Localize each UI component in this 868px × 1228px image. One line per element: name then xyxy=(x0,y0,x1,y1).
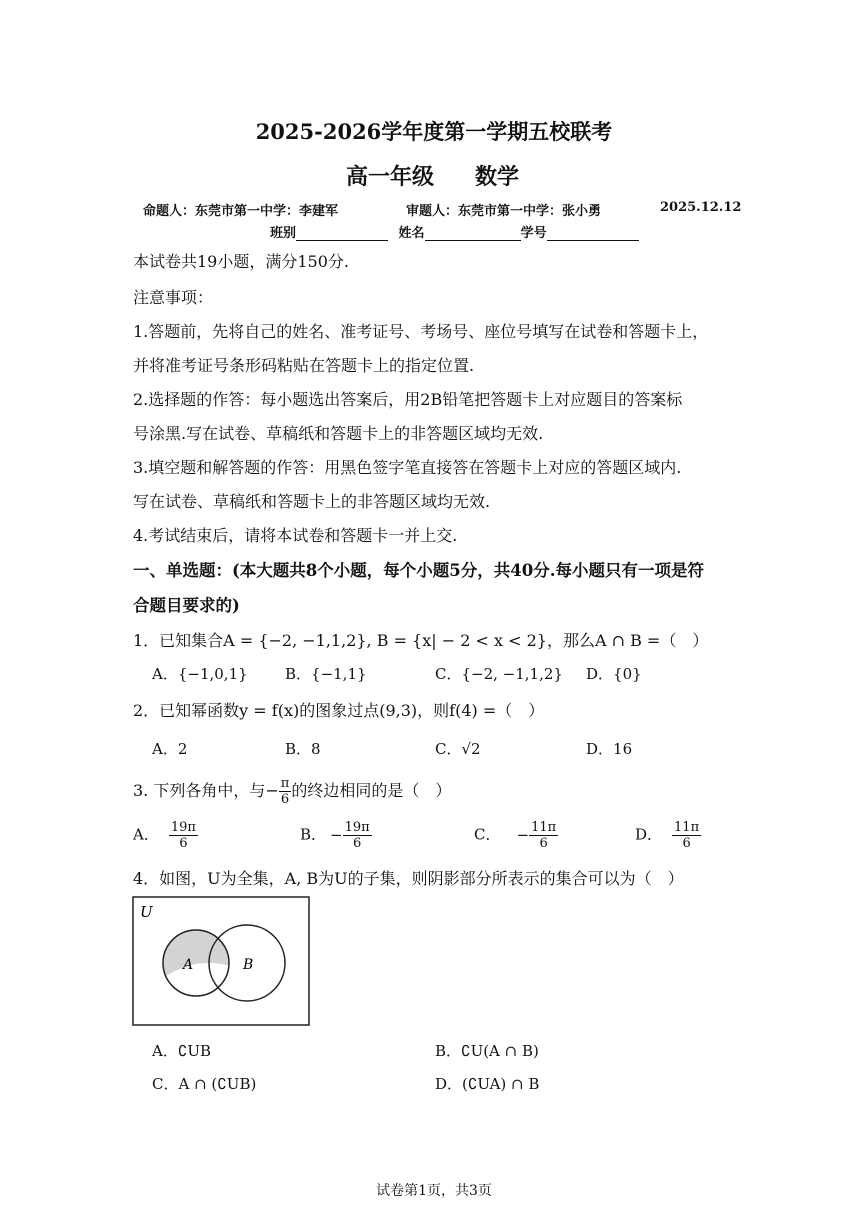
set-a-label: A xyxy=(183,957,194,973)
fraction-denominator: 6 xyxy=(539,836,548,851)
option-fraction xyxy=(529,820,558,851)
question-3-option-b xyxy=(300,820,372,851)
name-label: 姓名 xyxy=(398,226,425,241)
fraction-denominator: 6 xyxy=(353,836,362,851)
question-3-option-d xyxy=(635,820,701,851)
question-4-option-a: A．∁UB xyxy=(152,1042,212,1060)
question-4-stem: 4．如图，U为全集，A, B为U的子集，则阴影部分所表示的集合可以为（ ） xyxy=(133,869,684,888)
name-blank xyxy=(425,226,521,241)
section-1-heading-line-2: 合题目要求的) xyxy=(133,596,240,615)
question-1-stem: 1．已知集合A = {−2, −1,1,2}, B = {x| − 2 < x < 2}，那么A ∩ B =（ ） xyxy=(133,631,709,650)
note-3-line-2: 写在试卷、草稿纸和答题卡上的非答题区域均无效. xyxy=(133,492,491,511)
question-2-option-d: D．16 xyxy=(586,740,633,758)
fraction-denominator: 6 xyxy=(179,836,188,851)
question-2-option-c: C．√2 xyxy=(435,740,481,758)
option-sign: − xyxy=(516,825,530,844)
question-4-option-b: B．∁U(A ∩ B) xyxy=(435,1042,539,1060)
question-1-option-a: A．{−1,0,1} xyxy=(152,665,248,683)
section-1-heading-line-1: 一、单选题：(本大题共8个小题，每个小题5分，共40分.每小题只有一项是符 xyxy=(133,561,704,580)
option-fraction xyxy=(169,820,198,851)
fraction-numerator: 11π xyxy=(674,820,700,835)
question-1-option-d: D．{0} xyxy=(586,665,642,683)
option-fraction xyxy=(672,820,701,851)
reviewer-info: 审题人：东莞市第一中学：张小勇 xyxy=(406,204,602,219)
exam-date: 2025.12.12 xyxy=(660,200,742,215)
fraction-numerator: 19π xyxy=(344,820,370,835)
question-2-stem: 2．已知幂函数y = f(x)的图象过点(9,3)，则f(4) =（ ） xyxy=(133,701,545,720)
option-label: A． xyxy=(133,825,159,844)
student-info-row xyxy=(270,222,639,241)
question-1-option-b: B．{−1,1} xyxy=(285,665,367,683)
page-footer: 试卷第1页，共3页 xyxy=(376,1183,492,1199)
question-2-option-b: B．8 xyxy=(285,740,321,758)
fraction-numerator: 11π xyxy=(531,820,557,835)
set-b-label: B xyxy=(243,957,254,973)
question-4-option-d: D．(∁UA) ∩ B xyxy=(435,1075,540,1093)
note-1-line-1: 1.答题前，先将自己的姓名、准考证号、考场号、座位号填写在试卷和答题卡上， xyxy=(133,322,709,341)
option-label: D． xyxy=(635,825,663,844)
question-1-option-c: C．{−2, −1,1,2} xyxy=(435,665,563,683)
note-4: 4.考试结束后，请将本试卷和答题卡一并上交. xyxy=(133,526,458,545)
fraction-numerator: 19π xyxy=(170,820,196,835)
grade-label: 高一年级 xyxy=(346,164,435,190)
note-2-line-1: 2.选择题的作答：每小题选出答案后，用2B铅笔把答题卡上对应题目的答案标 xyxy=(133,390,683,409)
fraction-denominator: 6 xyxy=(682,836,691,851)
question-3-stem-fraction xyxy=(279,776,292,807)
option-fraction xyxy=(343,820,372,851)
setter-info: 命题人：东莞市第一中学：李建军 xyxy=(143,204,339,219)
fraction-numerator: π xyxy=(280,776,290,791)
question-3-stem xyxy=(133,776,451,807)
universe-label: U xyxy=(140,903,153,921)
venn-diagram xyxy=(132,896,310,1026)
note-3-line-1: 3.填空题和解答题的作答：用黑色签字笔直接答在答题卡上对应的答题区域内. xyxy=(133,458,682,477)
note-2-line-2: 号涂黑.写在试卷、草稿纸和答题卡上的非答题区域均无效. xyxy=(133,424,544,443)
question-3-stem-after: 的终边相同的是（ ） xyxy=(291,781,452,800)
id-blank xyxy=(547,226,639,241)
question-2-option-a: A．2 xyxy=(152,740,188,758)
subject-label: 数学 xyxy=(475,164,520,190)
question-3-option-a xyxy=(133,820,198,851)
class-label: 班别 xyxy=(270,226,297,241)
notes-title: 注意事项： xyxy=(133,288,214,307)
fraction-denominator: 6 xyxy=(280,792,290,807)
option-sign: − xyxy=(330,825,343,844)
id-label: 学号 xyxy=(520,226,547,241)
option-label: C． xyxy=(474,825,501,844)
note-1-line-2: 并将准考证号条形码粘贴在答题卡上的指定位置. xyxy=(133,356,475,375)
option-label: B． xyxy=(300,825,327,844)
class-blank xyxy=(296,226,388,241)
exam-title: 2025-2026学年度第一学期五校联考 xyxy=(255,119,613,144)
question-4-option-c: C．A ∩ (∁UB) xyxy=(152,1075,257,1093)
question-3-stem-before: 3. 下列各角中，与− xyxy=(133,781,279,800)
question-3-option-c xyxy=(474,820,558,851)
exam-summary: 本试卷共19小题，满分150分. xyxy=(133,252,349,271)
